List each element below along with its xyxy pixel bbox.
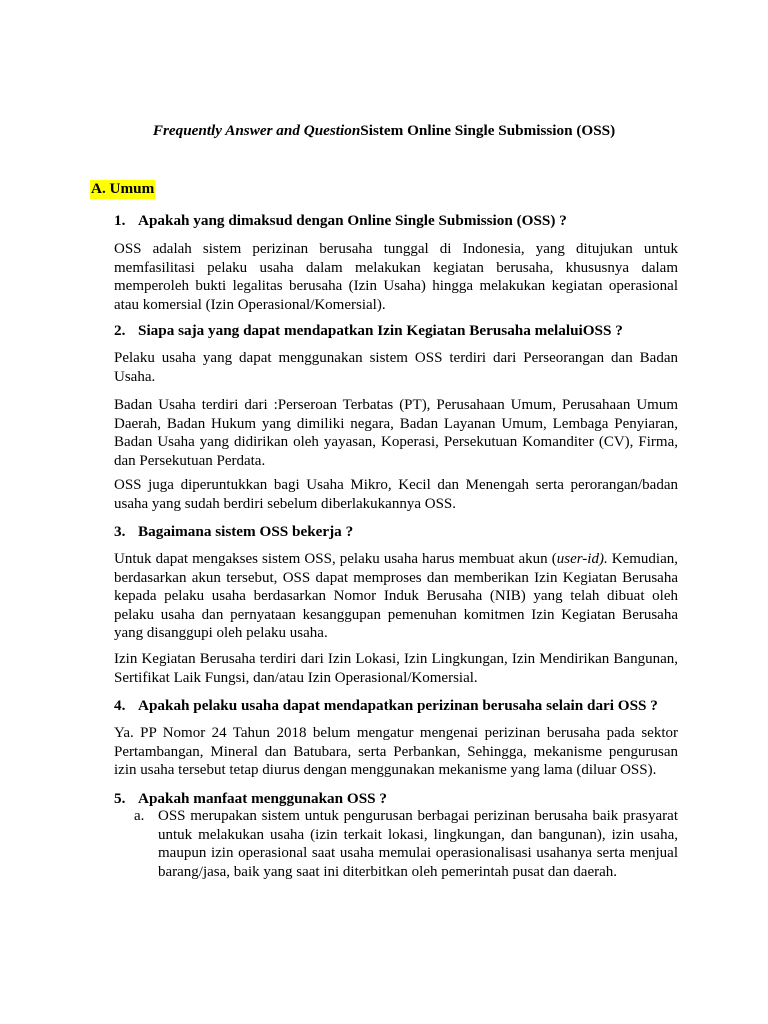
question-text: Bagaimana sistem OSS bekerja ? — [138, 523, 354, 540]
answer-3-text-b: Kemudian, berdasarkan akun tersebut, OSS dapat memproses dan memberikan Izin Kegiatan Berusaha kepada pelaku usaha berdasarkan Nomor Induk Berusaha (NIB) yang telah dibuat oleh pelaku usaha dan pernyataan kesanggupan pemenuhan komitmen Izin Kegiatan Berusaha yang disanggupi oleh pelaku usaha. — [114, 551, 679, 641]
answer-2-paragraph-3: OSS juga diperuntukkan bagi Usaha Mikro, Kecil dan Menengah serta perorangan/badan usaha yang sudah berdiri sebelum diberlakukannya OSS. — [114, 477, 678, 512]
question-number: 5. — [114, 790, 126, 807]
answer-3-italic: user-id). — [556, 551, 608, 567]
title-main: Sistem Online Single Submission (OSS) — [360, 122, 616, 139]
question-2 — [114, 322, 623, 341]
section-heading-umum: A. Umum — [91, 180, 155, 197]
answer-3-paragraph-2: Izin Kegiatan Berusaha terdiri dari Izin Lokasi, Izin Lingkungan, Izin Mendirikan Bangunan, Sertifikat Laik Fungsi, dan/atau Izin Operasional/Komersial. — [114, 651, 678, 686]
answer-3-text-a: Untuk dapat mengakses sistem OSS, pelaku usaha harus membuat akun ( — [114, 551, 557, 567]
question-number: 1. — [114, 212, 126, 229]
list-marker: a. — [134, 808, 145, 824]
question-1 — [114, 212, 567, 231]
answer-2-paragraph-2: Badan Usaha terdiri dari :Perseroan Terbatas (PT), Perusahaan Umum, Perusahaan Umum Daerah, Badan Hukum yang dimiliki negara, Badan Layanan Umum, Lembaga Penyiaran, Badan Usaha yang didirikan oleh yayasan, Koperasi, Persekutuan Komanditer (CV), Firma, dan Persekutuan Perdata. — [114, 397, 678, 469]
answer-3-paragraph-1 — [114, 550, 678, 643]
question-number: 2. — [114, 322, 126, 339]
answer-5-item-a — [134, 807, 678, 881]
title-italic: Frequently Answer and Question — [152, 122, 361, 139]
question-4 — [114, 697, 658, 716]
answer-1: OSS adalah sistem perizinan berusaha tunggal di Indonesia, yang ditujukan untuk memfasilitasi pelaku usaha dalam melakukan kegiatan berusaha, khususnya dalam memperoleh bukti legalitas berusaha (Izin Usaha) hingga melakukan kegiatan operasional atau komersial (Izin Operasional/Komersial). — [114, 241, 678, 313]
question-text: Apakah yang dimaksud dengan Online Single Submission (OSS) ? — [138, 212, 567, 229]
question-5 — [114, 790, 387, 809]
answer-5-item-text: OSS merupakan sistem untuk pengurusan berbagai perizinan berusaha baik prasyarat untuk melakukan usaha (izin terkait lokasi, lingkungan, dan bangunan), izin usaha, maupun izin operasional saat usaha memulai operasionalisasi usahanya serta menjual barang/jasa, baik yang saat ini diterbitkan oleh pemerintah pusat dan daerah. — [158, 808, 678, 880]
question-3 — [114, 523, 353, 542]
answer-4: Ya. PP Nomor 24 Tahun 2018 belum mengatur mengenai perizinan berusaha pada sektor Pertambangan, Mineral dan Batubara, serta Perbankan, Sehingga, mekanisme pengurusan izin usaha tersebut tetap diurus dengan menggunakan mekanisme yang lama (diluar OSS). — [114, 725, 678, 778]
question-number: 3. — [114, 523, 126, 540]
question-text: Siapa saja yang dapat mendapatkan Izin Kegiatan Berusaha melaluiOSS ? — [138, 322, 623, 339]
document-title — [0, 122, 768, 141]
question-number: 4. — [114, 697, 126, 714]
question-text: Apakah manfaat menggunakan OSS ? — [138, 790, 387, 807]
answer-2-paragraph-1: Pelaku usaha yang dapat menggunakan sistem OSS terdiri dari Perseorangan dan Badan Usaha. — [114, 350, 678, 385]
question-text: Apakah pelaku usaha dapat mendapatkan perizinan berusaha selain dari OSS ? — [138, 697, 658, 714]
